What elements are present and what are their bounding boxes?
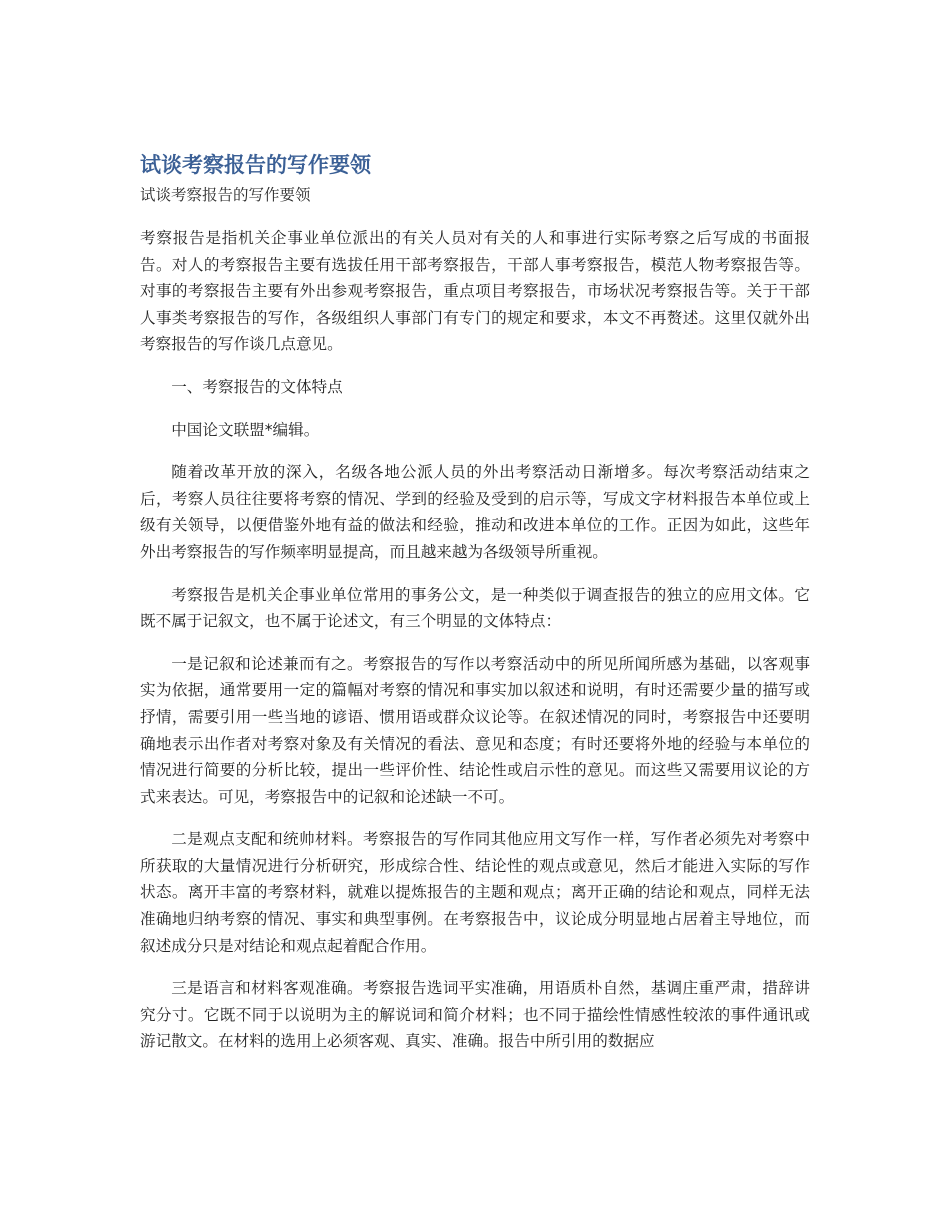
document-body <box>140 225 810 1055</box>
editor-note: 中国论文联盟*编辑。 <box>171 420 320 439</box>
paragraph-intro: 考察报告是指机关企事业单位派出的有关人员对有关的人和事进行实际考察之后写成的书面报告。对人的考察报告主要有选拔任用干部考察报告，干部人事考察报告，模范人物考察报告等。对事的考察报告主要有外出参观考察报告，重点项目考察报告，市场状况考察报告等。关于干部人事类考察报告的写作，各级组织人事部门有专门的规定和要求，本文不再赘述。这里仅就外出考察报告的写作谈几点意见。 <box>140 229 810 354</box>
paragraph-background: 随着改革开放的深入，名级各地公派人员的外出考察活动日渐增多。每次考察活动结束之后，考察人员往往要将考察的情况、学到的经验及受到的启示等，写成文字材料报告本单位或上级有关领导，以便借鉴外地有益的做法和经验，推动和改进本单位的工作。正因为如此，这些年外出考察报告的写作频率明显提高，而且越来越为各级领导所重视。 <box>140 463 810 561</box>
document-subtitle: 试谈考察报告的写作要领 <box>140 186 311 204</box>
paragraph-feature-1: 一是记叙和论述兼而有之。考察报告的写作以考察活动中的所见所闻所感为基础，以客观事实为依据，通常要用一定的篇幅对考察的情况和事实加以叙述和说明，有时还需要少量的描写或抒情，需要引用一些当地的谚语、惯用语或群众议论等。在叙述情况的同时，考察报告中还要明确地表示出作者对考察对象及有关情况的看法、意见和态度；有时还要将外地的经验与本单位的情况进行简要的分析比较，提出一些评价性、结论性或启示性的意见。而这些又需要用议论的方式来表达。可见，考察报告中的记叙和论述缺一不可。 <box>140 654 810 806</box>
section-heading-1: 一、考察报告的文体特点 <box>171 377 343 396</box>
document-page <box>140 150 810 1071</box>
paragraph-definition: 考察报告是机关企事业单位常用的事务公文，是一种类似于调查报告的独立的应用文体。它既不属于记叙文，也不属于论述文，有三个明显的文体特点： <box>140 585 810 631</box>
paragraph-feature-2: 二是观点支配和统帅材料。考察报告的写作同其他应用文写作一样，写作者必须先对考察中所获取的大量情况进行分析研究，形成综合性、结论性的观点或意见，然后才能进入实际的写作状态。离开丰富的考察材料，就难以提炼报告的主题和观点；离开正确的结论和观点，同样无法准确地归纳考察的情况、事实和典型事例。在考察报告中，议论成分明显地占居着主导地位，而叙述成分只是对结论和观点起着配合作用。 <box>140 830 810 955</box>
document-title: 试谈考察报告的写作要领 <box>140 153 371 177</box>
paragraph-feature-3: 三是语言和材料客观准确。考察报告选词平实准确，用语质朴自然，基调庄重严肃，措辞讲究分寸。它既不同于以说明为主的解说词和简介材料；也不同于描绘性情感性较浓的事件通讯或游记散文。在材料的选用上必须客观、真实、准确。报告中所引用的数据应 <box>140 979 810 1051</box>
